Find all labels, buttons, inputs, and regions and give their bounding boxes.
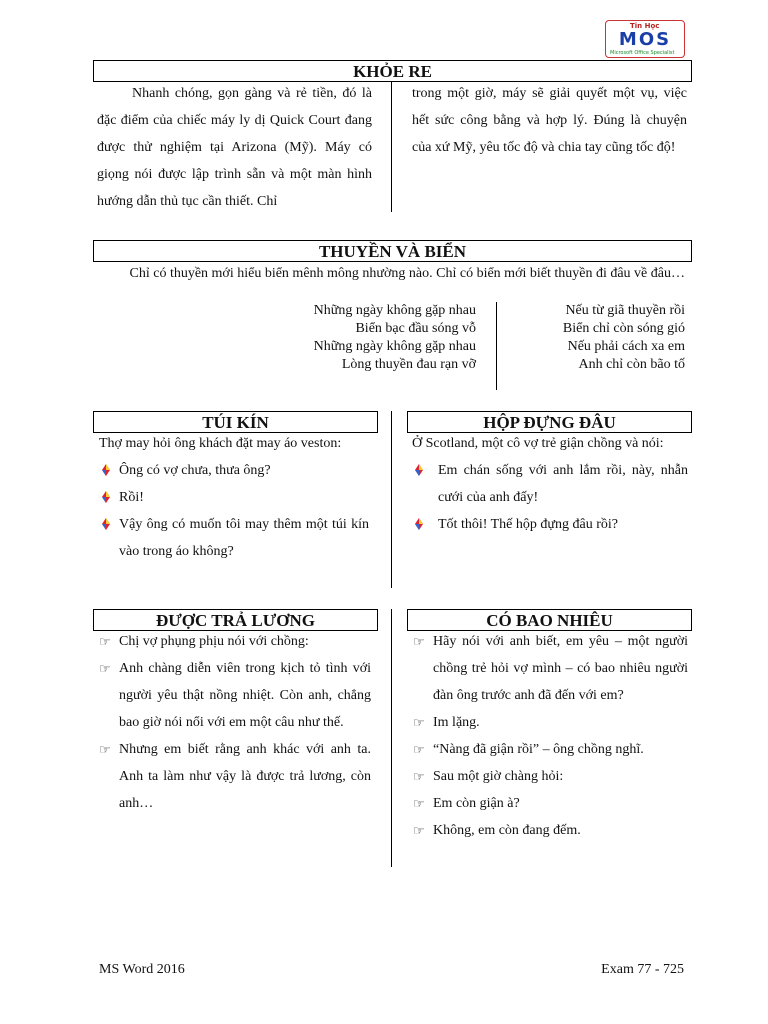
list-item [413, 736, 688, 763]
colorful-arrow-icon [99, 484, 119, 504]
footer-left: MS Word 2016 [99, 962, 185, 977]
section-title-hop-dung-dau: HỘP ĐỰNG ĐÂU [407, 411, 692, 433]
co-bao-nhieu-body [413, 628, 688, 844]
colorful-arrow-icon [412, 457, 438, 477]
list-item [99, 511, 379, 565]
column-divider [391, 609, 392, 867]
list-item [413, 763, 688, 790]
section-title-tui-kin: TÚI KÍN [93, 411, 378, 433]
column-divider [391, 82, 392, 212]
section-title-thuyen-va-bien: THUYỀN VÀ BIỂN [93, 240, 692, 262]
list-item [99, 628, 371, 655]
hop-dung-dau-body [412, 430, 688, 538]
poem-line: Biển bạc đầu sóng vỗ [355, 321, 476, 336]
list-item-text: Vậy ông có muốn tôi may thêm một túi kín vào trong áo không? [119, 517, 369, 559]
poem-left [200, 302, 476, 374]
list-item-text: Im lặng. [433, 715, 480, 730]
list-item [99, 736, 371, 817]
list-item-text: Hãy nói với anh biết, em yêu – một người chồng trẻ hỏi vợ mình – có bao nhiêu người đàn ông trước anh đã đến với em? [433, 634, 688, 703]
colorful-arrow-icon [99, 511, 119, 531]
poem-line: Những ngày không gặp nhau [313, 339, 476, 354]
poem-line: Nếu phải cách xa em [567, 339, 685, 354]
section-title-duoc-tra-luong: ĐƯỢC TRẢ LƯƠNG [93, 609, 378, 631]
list-item-text: Nhưng em biết rằng anh khác với anh ta. Anh ta làm như vậy là được trả lương, còn anh… [119, 742, 371, 811]
duoc-tra-luong-body [99, 628, 371, 817]
list-item [99, 655, 371, 736]
section-title-khoe-re: KHỎE RE [93, 60, 692, 82]
list-item [412, 511, 688, 538]
list-item-text: “Nàng đã giận rồi” – ông chồng nghĩ. [433, 742, 644, 757]
poem-divider [496, 302, 497, 390]
list-item [413, 790, 688, 817]
list-item [413, 709, 688, 736]
list-item-text: Chị vợ phụng phịu nói với chồng: [119, 634, 309, 649]
list-item-text: Em chán sống với anh lắm rồi, này, nhẫn cưới của anh đấy! [438, 463, 688, 505]
pointing-hand-icon: ☞ [413, 796, 425, 811]
poem-right [500, 302, 685, 374]
pointing-hand-icon: ☞ [99, 634, 111, 649]
list-item [99, 457, 379, 484]
khoe-re-col1: Nhanh chóng, gọn gàng và rẻ tiền, đó là đặc điểm của chiếc máy ly dị Quick Court đang được thử nghiệm tại Arizona (Mỹ). Máy có giọng nói được lập trình sẵn và một màn hình hướng dẫn thủ tục cần thiết. Chỉ [97, 86, 372, 209]
list-item [412, 457, 688, 511]
list-item [99, 484, 379, 511]
pointing-hand-icon: ☞ [413, 742, 425, 757]
list-item-text: Không, em còn đang đếm. [433, 823, 581, 838]
poem-line: Những ngày không gặp nhau [313, 303, 476, 318]
thuyen-intro: Chỉ có thuyền mới hiểu biển mênh mông nhường nào. Chỉ có biển mới biết thuyền đi đâu về đâu… [129, 266, 685, 281]
logo-sub-text: Microsoft Office Specialist [610, 50, 675, 56]
poem-line: Nếu từ giã thuyền rồi [565, 303, 685, 318]
footer-right: Exam 77 - 725 [601, 962, 684, 977]
pointing-hand-icon: ☞ [99, 661, 111, 676]
pointing-hand-icon: ☞ [99, 742, 111, 757]
tui-kin-body [99, 430, 379, 565]
list-item-text: Ông có vợ chưa, thưa ông? [119, 463, 271, 478]
tui-kin-intro: Thợ may hỏi ông khách đặt may áo veston: [99, 436, 342, 451]
colorful-arrow-icon [99, 457, 119, 477]
poem-line: Anh chỉ còn bão tố [578, 357, 685, 372]
pointing-hand-icon: ☞ [413, 769, 425, 784]
list-item-text: Anh chàng diễn viên trong kịch tỏ tình với người yêu thật nồng nhiệt. Còn anh, chẳng bao giờ nói nổi với em một câu như thế. [119, 661, 371, 730]
column-divider [391, 411, 392, 588]
list-item-text: Tốt thôi! Thế hộp đựng đâu rồi? [438, 517, 618, 532]
pointing-hand-icon: ☞ [413, 715, 425, 730]
mos-logo [605, 20, 685, 58]
list-item [413, 628, 688, 709]
khoe-re-col2: trong một giờ, máy sẽ giải quyết một vụ, việc hết sức công bằng và hợp lý. Đúng là chuyện của xứ Mỹ, yêu tốc độ và chia tay cũng tốc độ! [412, 86, 687, 155]
list-item-text: Em còn giận à? [433, 796, 520, 811]
logo-text: MOS [618, 28, 672, 50]
pointing-hand-icon: ☞ [413, 634, 425, 649]
colorful-arrow-icon [412, 511, 438, 531]
poem-line: Lòng thuyền đau rạn vỡ [341, 357, 476, 372]
list-item-text: Sau một giờ chàng hỏi: [433, 769, 564, 784]
logo-top-text: Tin Học [630, 22, 660, 30]
list-item-text: Rồi! [119, 490, 144, 505]
hop-dung-dau-intro: Ở Scotland, một cô vợ trẻ giận chồng và nói: [412, 436, 664, 451]
list-item [413, 817, 688, 844]
section-title-co-bao-nhieu: CÓ BAO NHIÊU [407, 609, 692, 631]
poem-line: Biển chỉ còn sóng gió [562, 321, 685, 336]
pointing-hand-icon: ☞ [413, 823, 425, 838]
